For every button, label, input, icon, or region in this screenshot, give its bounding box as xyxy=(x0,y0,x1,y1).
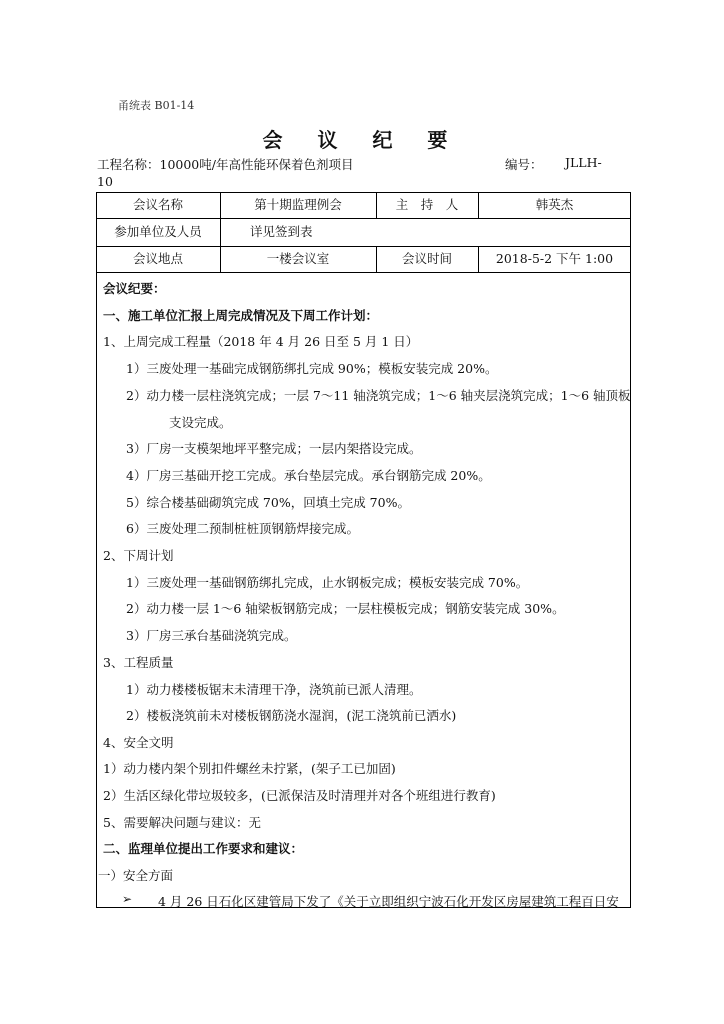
number-label: 编号： xyxy=(505,157,543,172)
subsection-heading: 2、下周计划 xyxy=(103,548,174,563)
attendees-value: 详见签到表 xyxy=(250,224,313,239)
section-heading: 二、监理单位提出工作要求和建议： xyxy=(103,841,304,856)
minutes-line: 1）三废处理一基础完成钢筋绑扎完成 90%；模板安装完成 20%。 xyxy=(126,361,498,376)
page-title: 会 议 纪 要 xyxy=(262,128,462,152)
attendees-label: 参加单位及人员 xyxy=(114,224,202,239)
time-label: 会议时间 xyxy=(401,251,452,266)
location-value: 一楼会议室 xyxy=(266,251,330,266)
number-value-continued: 10 xyxy=(97,174,113,189)
location-label: 会议地点 xyxy=(132,251,183,266)
minutes-line: 4）厂房三基础开挖工完成。承台垫层完成。承台钢筋完成 20%。 xyxy=(126,468,491,483)
minutes-line: 3）厂房三承台基础浇筑完成。 xyxy=(126,628,297,643)
subsection-heading: 3、工程质量 xyxy=(103,655,174,670)
minutes-line: 4 月 26 日石化区建管局下发了《关于立即组织宁波石化开发区房屋建筑工程百日安 xyxy=(158,894,619,909)
minutes-line: 5）综合楼基础砌筑完成 70%，回填土完成 70%。 xyxy=(126,495,410,510)
section-heading: 一、施工单位汇报上周完成情况及下周工作计划： xyxy=(103,308,379,323)
subsection-heading: 1、上周完成工程量（2018 年 4 月 26 日至 5 月 1 日） xyxy=(103,334,419,349)
minutes-line: 2）生活区绿化带垃圾较多，(已派保洁及时清理并对各个班组进行教育) xyxy=(103,788,496,803)
host-label: 主 持 人 xyxy=(395,197,459,212)
minutes-line: 1）动力楼内架个别扣件螺丝未拧紧，(架子工已加固) xyxy=(103,761,396,776)
minutes-line: 1）动力楼楼板锯末未清理干净，浇筑前已派人清理。 xyxy=(126,682,422,697)
minutes-line: 3）厂房一支模架地坪平整完成；一层内架搭设完成。 xyxy=(126,441,422,456)
minutes-line: 2）动力楼一层柱浇筑完成；一层 7～11 轴浇筑完成；1～6 轴夹层浇筑完成；1～6 轴顶板 xyxy=(126,388,631,403)
minutes-line: 2）动力楼一层 1～6 轴梁板钢筋完成；一层柱模板完成；钢筋安装完成 30%。 xyxy=(126,601,565,616)
minutes-line: 支设完成。 xyxy=(169,415,232,430)
form-code: 甬统表 B01-14 xyxy=(118,99,195,112)
subsection-heading: 一）安全方面 xyxy=(98,868,174,883)
minutes-line: 1）三废处理一基础钢筋绑扎完成，止水钢板完成；模板安装完成 70%。 xyxy=(126,575,529,590)
subsection-heading: 5、需要解决问题与建议：无 xyxy=(103,815,261,830)
meeting-name-label: 会议名称 xyxy=(132,197,183,212)
arrow-bullet-icon: ➢ xyxy=(122,892,133,906)
minutes-line: 6）三废处理二预制桩桩顶钢筋焊接完成。 xyxy=(126,521,359,536)
row-divider xyxy=(96,272,631,273)
meeting-name-value: 第十期监理例会 xyxy=(254,197,342,212)
time-value: 2018-5-2 下午 1:00 xyxy=(495,251,614,266)
host-value: 韩英杰 xyxy=(535,197,574,212)
subsection-heading: 4、安全文明 xyxy=(103,735,174,750)
project-name: 工程名称：10000吨/年高性能环保着色剂项目 xyxy=(97,157,354,172)
number-value: JLLH- xyxy=(565,155,602,170)
minutes-line: 2）楼板浇筑前未对楼板钢筋浇水湿润，(泥工浇筑前已洒水) xyxy=(126,708,457,723)
minutes-heading: 会议纪要： xyxy=(103,281,166,296)
